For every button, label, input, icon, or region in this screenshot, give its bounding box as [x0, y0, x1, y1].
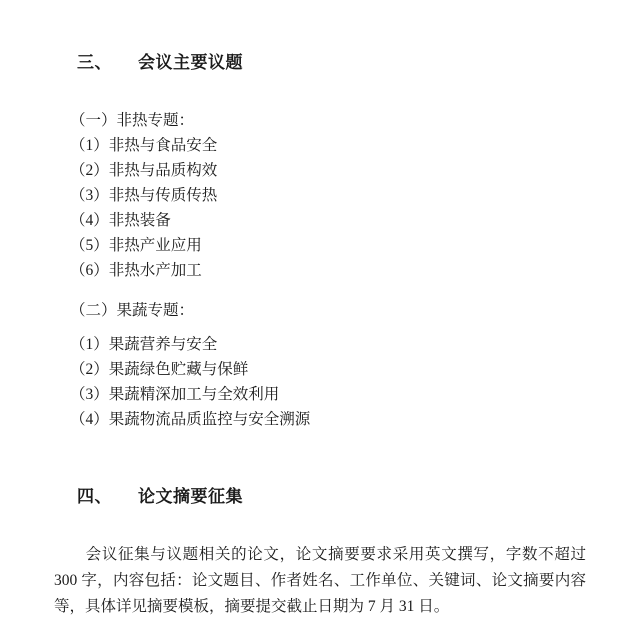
- topic-label-2: （二）果蔬专题：: [70, 302, 195, 319]
- topic-2-item-3: （3）果蔬精深加工与全效利用: [70, 386, 280, 403]
- topic-1-item-4: （4）非热装备: [70, 212, 171, 229]
- topic-2-item-1: （1）果蔬营养与安全: [70, 336, 218, 353]
- topic-1-item-1: （1）非热与食品安全: [70, 137, 218, 154]
- section-number-3: 三、: [77, 53, 112, 72]
- section-title-4: 论文摘要征集: [138, 487, 243, 506]
- section-title-3: 会议主要议题: [138, 53, 243, 72]
- abstract-call-paragraph: [52, 542, 586, 620]
- topic-label-1: （一）非热专题：: [70, 112, 195, 129]
- spacer: [52, 323, 586, 332]
- section-number-4: 四、: [77, 487, 112, 506]
- paragraph-text: 会议征集与议题相关的论文，论文摘要要求采用英文撰写，字数不超过 300 字，内容包括：论文题目、作者姓名、工作单位、关键词、论文摘要内容等，具体详见摘要模板，摘要提交截止日期为 7 月 31 日。: [54, 546, 586, 615]
- section-heading-4: [58, 452, 586, 527]
- topic-1-item-2: （2）非热与品质构效: [70, 162, 218, 179]
- spacer: [52, 527, 586, 542]
- section-heading-3: [58, 18, 586, 93]
- topic-1-item-3: （3）非热与传质传热: [70, 187, 218, 204]
- spacer: [52, 432, 586, 452]
- topic-2-item-4: （4）果蔬物流品质监控与安全溯源: [70, 411, 311, 428]
- topic-2-item-2: （2）果蔬绿色贮藏与保鲜: [70, 361, 249, 378]
- spacer: [52, 93, 586, 108]
- topic-1-item-6: （6）非热水产加工: [70, 262, 202, 279]
- topic-1-item-5: （5）非热产业应用: [70, 237, 202, 254]
- spacer: [52, 283, 586, 298]
